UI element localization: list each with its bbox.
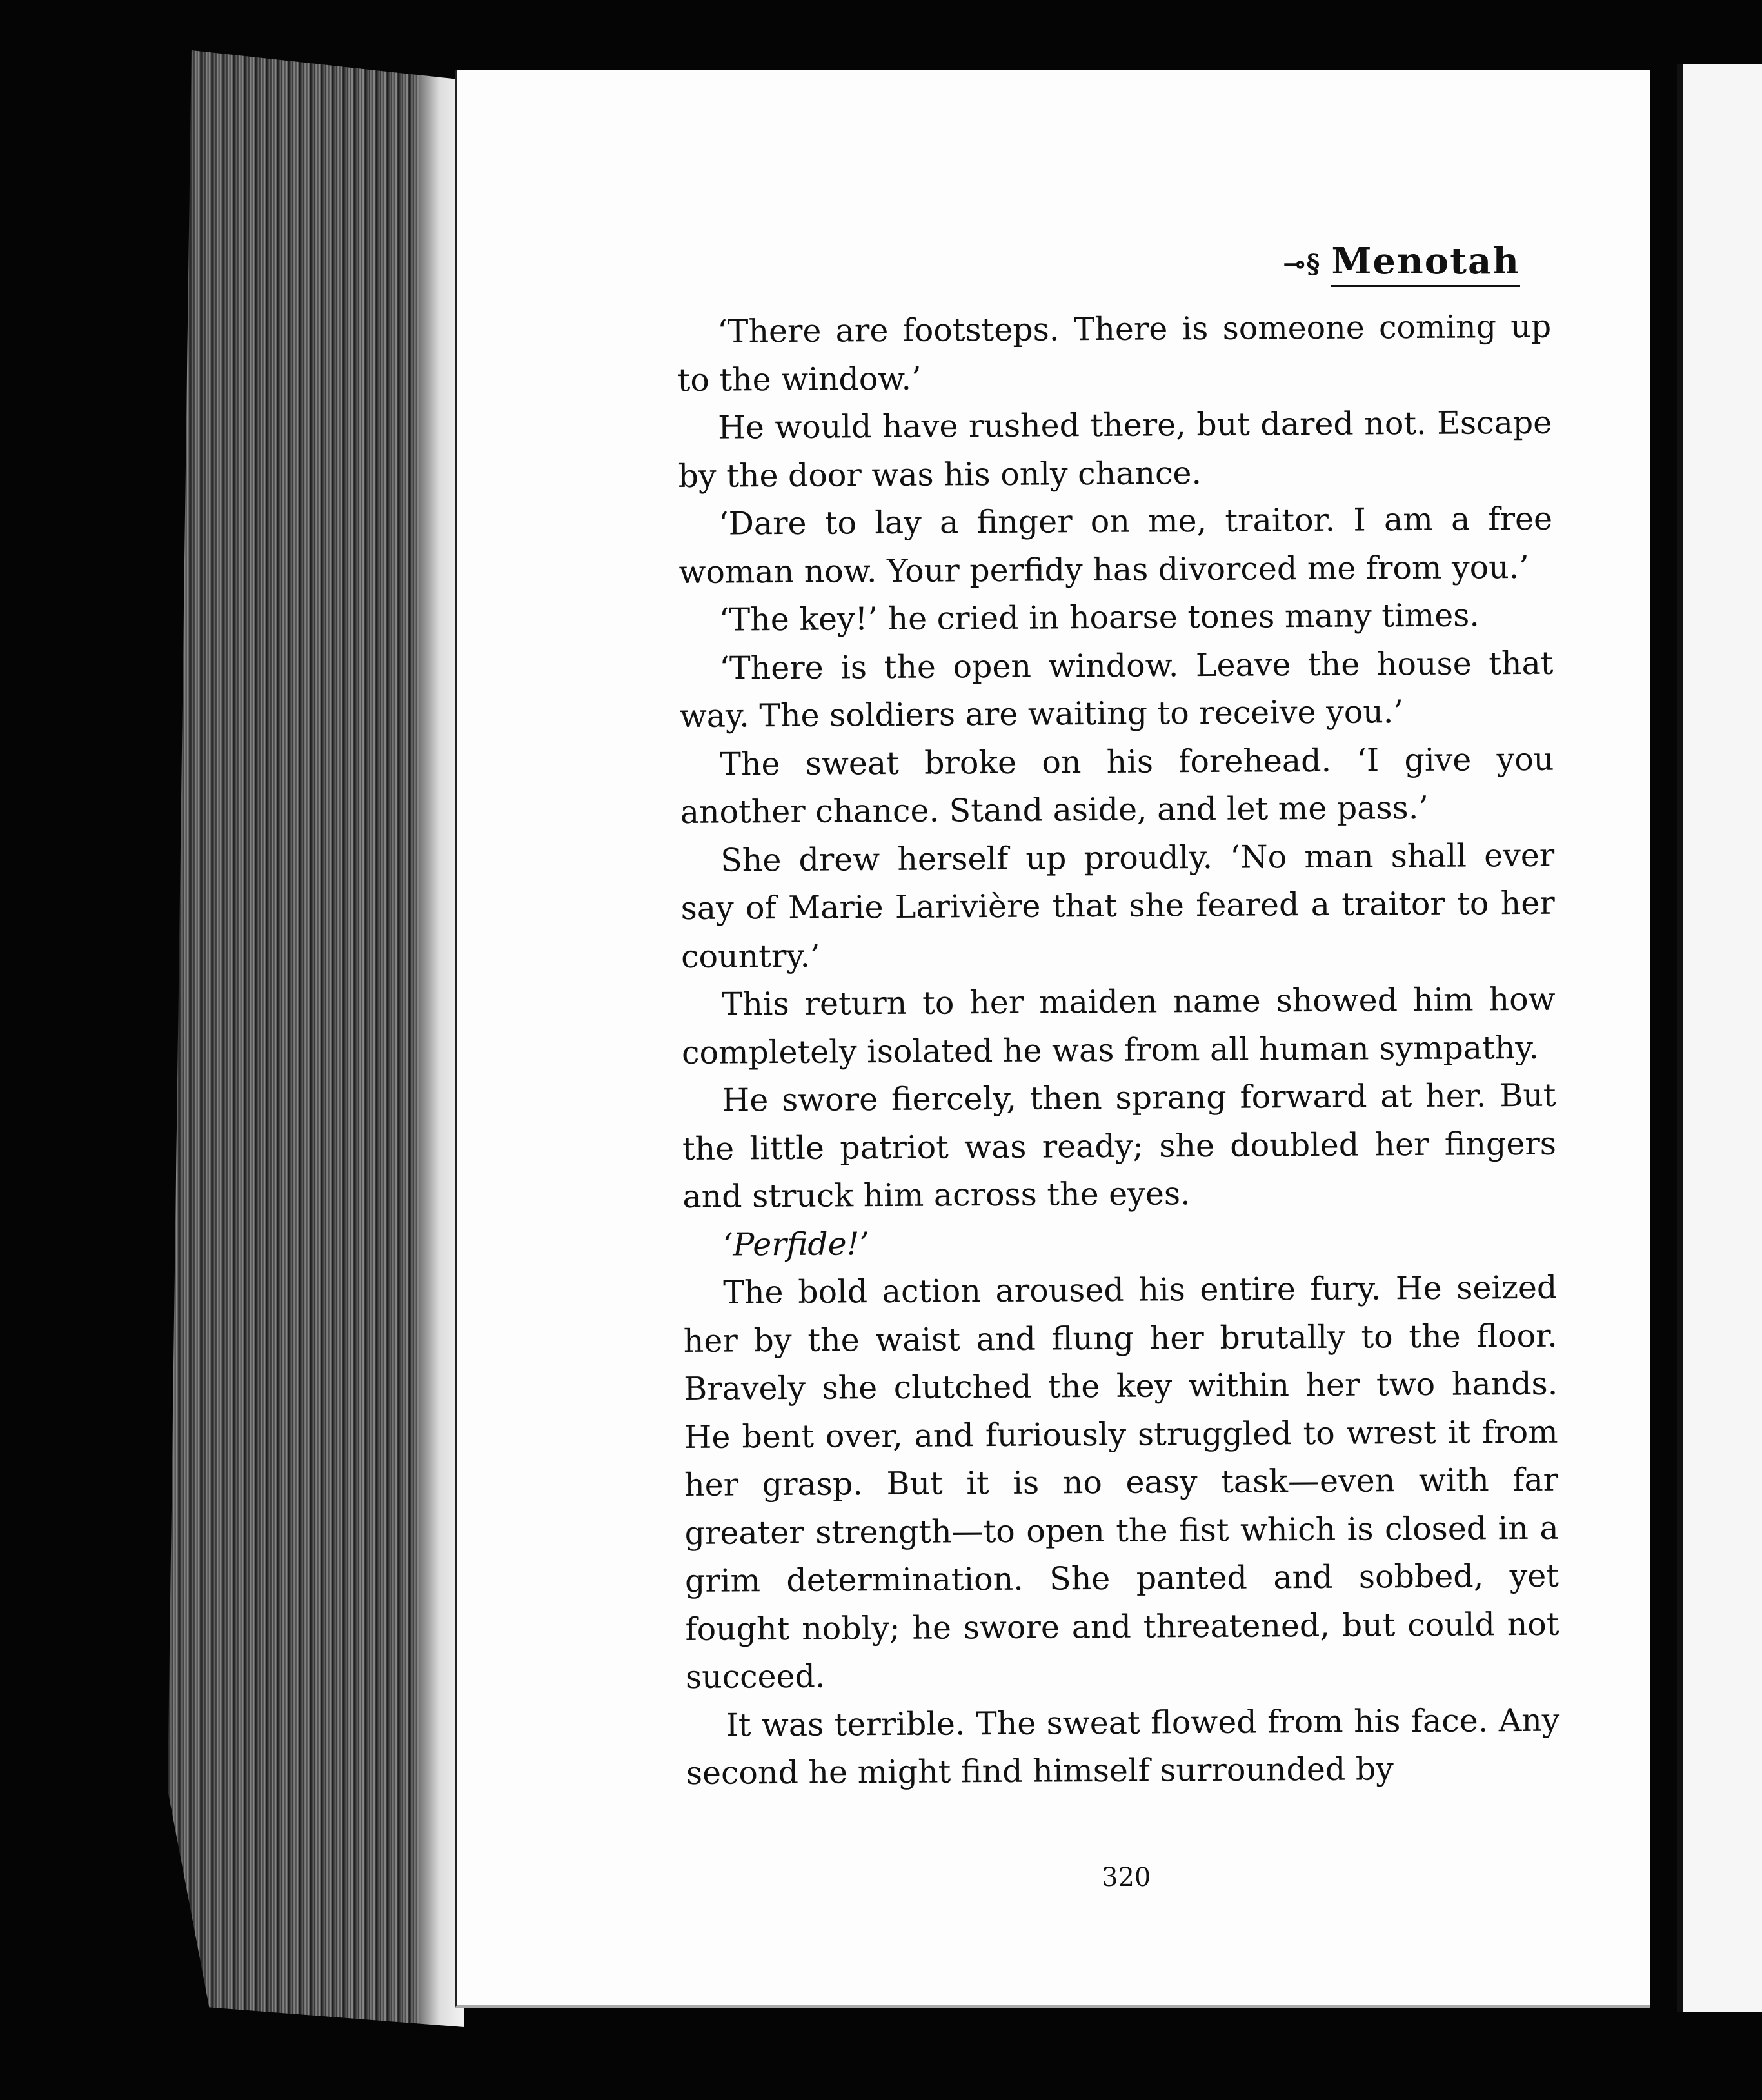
paragraph: He swore fiercely, then sprang forward at her. But the little patriot was ready; she doubled her fingers and struck him across the eyes. <box>682 1076 1557 1215</box>
page-edges <box>168 50 464 2027</box>
paragraph: ‘The key!’ he cried in hoarse tones many times. <box>718 597 1480 639</box>
paragraph: He would have rushed there, but dared not. Escape by the door was his only chance. <box>678 404 1552 495</box>
header-ornament-icon: ⊸§ <box>1283 248 1322 279</box>
running-title: Menotah <box>1331 240 1520 287</box>
body-text <box>677 303 1560 1798</box>
paragraph: ‘There are footsteps. There is someone coming up to the window.’ <box>677 308 1552 399</box>
paragraph-italic <box>683 1216 1557 1269</box>
next-page-edge <box>1677 64 1762 2012</box>
paragraph: ‘There is the open window. Leave the house that way. The soldiers are waiting to receive you.’ <box>679 644 1554 735</box>
italic-exclamation: ‘Perfide!’ <box>722 1225 870 1263</box>
paragraph: It was terrible. The sweat flowed from his face. Any second he might find himself surrounded by <box>686 1701 1560 1792</box>
paragraph: ‘Dare to lay a finger on me, traitor. I am a free woman now. Your perfidy has divorced me from you.’ <box>678 500 1553 591</box>
page-number: 320 <box>1102 1863 1151 1892</box>
running-header <box>1283 240 1520 282</box>
paragraph: The sweat broke on his forehead. ‘I give you another chance. Stand aside, and let me pass.’ <box>680 740 1554 831</box>
paragraph: She drew herself up proudly. ‘No man shall ever say of Marie Larivière that she feared a traitor to her country.’ <box>680 837 1555 975</box>
paragraph: This return to her maiden name showed him how completely isolated he was from all human sympathy. <box>681 980 1556 1071</box>
paragraph: The bold action aroused his entire fury. He seized her by the waist and flung her brutally to the floor. Bravely she clutched the key within her two hands. He bent over, and furiously struggled to wrest it from her grasp. But it is no easy task—even with far greater strength—to open the fist which is closed in a grim determination. She panted and sobbed, yet fought nobly; he swore and threatened, but could not succeed. <box>683 1269 1559 1696</box>
